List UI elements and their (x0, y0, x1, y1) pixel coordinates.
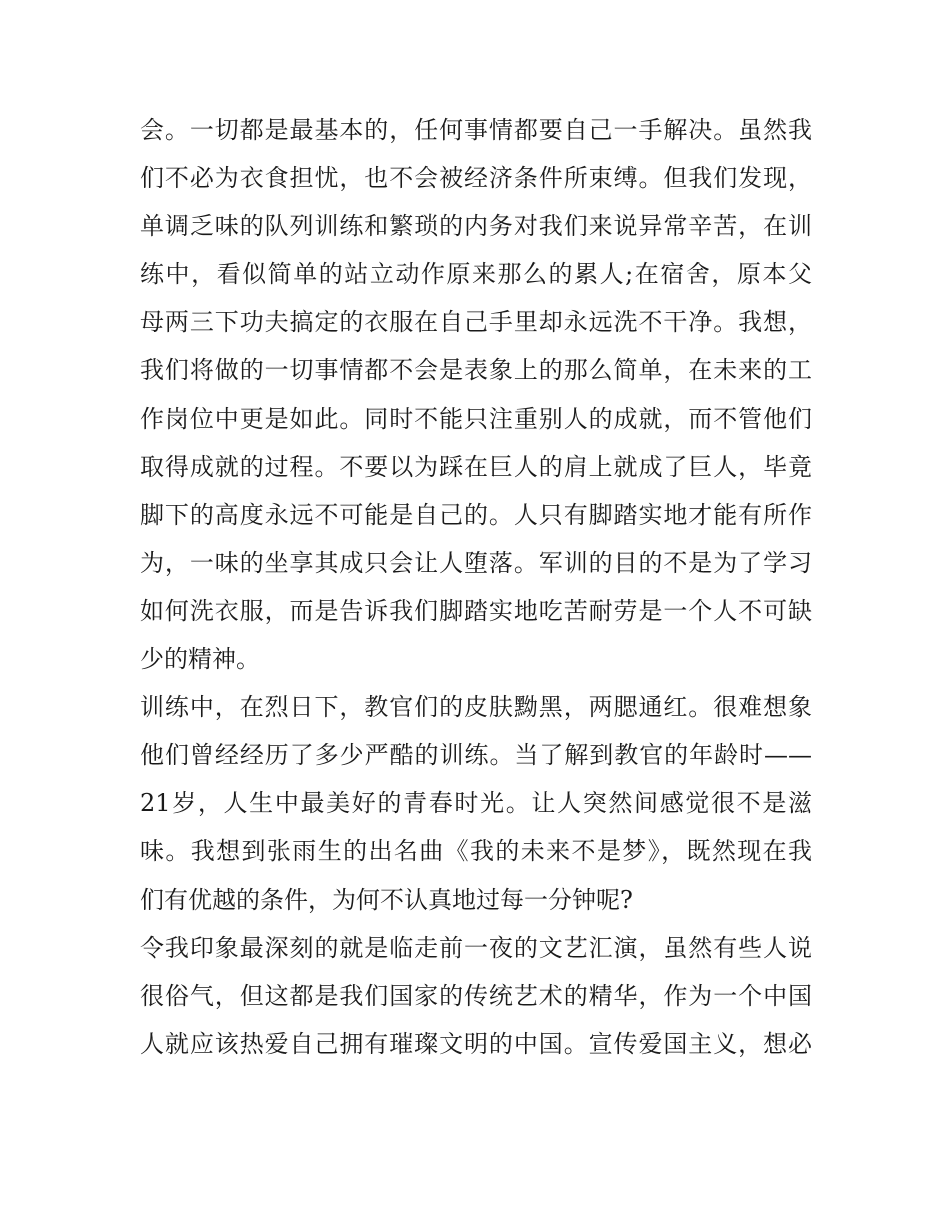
text-line: 他们曾经经历了多少严酷的训练。当了解到教官的年龄时—— (140, 741, 812, 770)
text-line: 人就应该热爱自己拥有璀璨文明的中国。宣传爱国主义，想必 (140, 1029, 812, 1058)
text-line: 少的精神。 (140, 645, 260, 674)
text-line: 很俗气，但这都是我们国家的传统艺术的精华，作为一个中国 (140, 981, 812, 1010)
text-line: 们有优越的条件，为何不认真地过每一分钟呢? (140, 885, 633, 914)
text-line: 们不必为衣食担忧，也不会被经济条件所束缚。但我们发现， (140, 164, 812, 193)
text-line: 令我印象最深刻的就是临走前一夜的文艺汇演，虽然有些人说 (140, 933, 812, 962)
text-line: 单调乏味的队列训练和繁琐的内务对我们来说异常辛苦，在训 (140, 212, 812, 241)
text-line: 如何洗衣服，而是告诉我们脚踏实地吃苦耐劳是一个人不可缺 (140, 596, 812, 625)
text-line: 会。一切都是最基本的，任何事情都要自己一手解决。虽然我 (140, 116, 812, 144)
body-text (140, 106, 812, 1068)
text-line: 作岗位中更是如此。同时不能只注重别人的成就，而不管他们 (140, 404, 812, 433)
text-line: 为，一味的坐享其成只会让人堕落。军训的目的不是为了学习 (140, 548, 812, 577)
text-line: 母两三下功夫搞定的衣服在自己手里却永远洗不干净。我想， (140, 308, 812, 337)
text-line: 取得成就的过程。不要以为踩在巨人的肩上就成了巨人，毕竟 (140, 452, 812, 481)
text-line: 21岁，人生中最美好的青春时光。让人突然间感觉很不是滋 (140, 789, 812, 818)
text-line: 脚下的高度永远不可能是自己的。人只有脚踏实地才能有所作 (140, 500, 812, 529)
text-line: 我们将做的一切事情都不会是表象上的那么简单，在未来的工 (140, 356, 812, 385)
text-line: 训练中，在烈日下，教官们的皮肤黝黑，两腮通红。很难想象 (140, 693, 812, 722)
text-line: 练中，看似简单的站立动作原来那么的累人;在宿舍，原本父 (140, 260, 812, 289)
text-line: 味。我想到张雨生的出名曲《我的未来不是梦》，既然现在我 (140, 837, 812, 866)
